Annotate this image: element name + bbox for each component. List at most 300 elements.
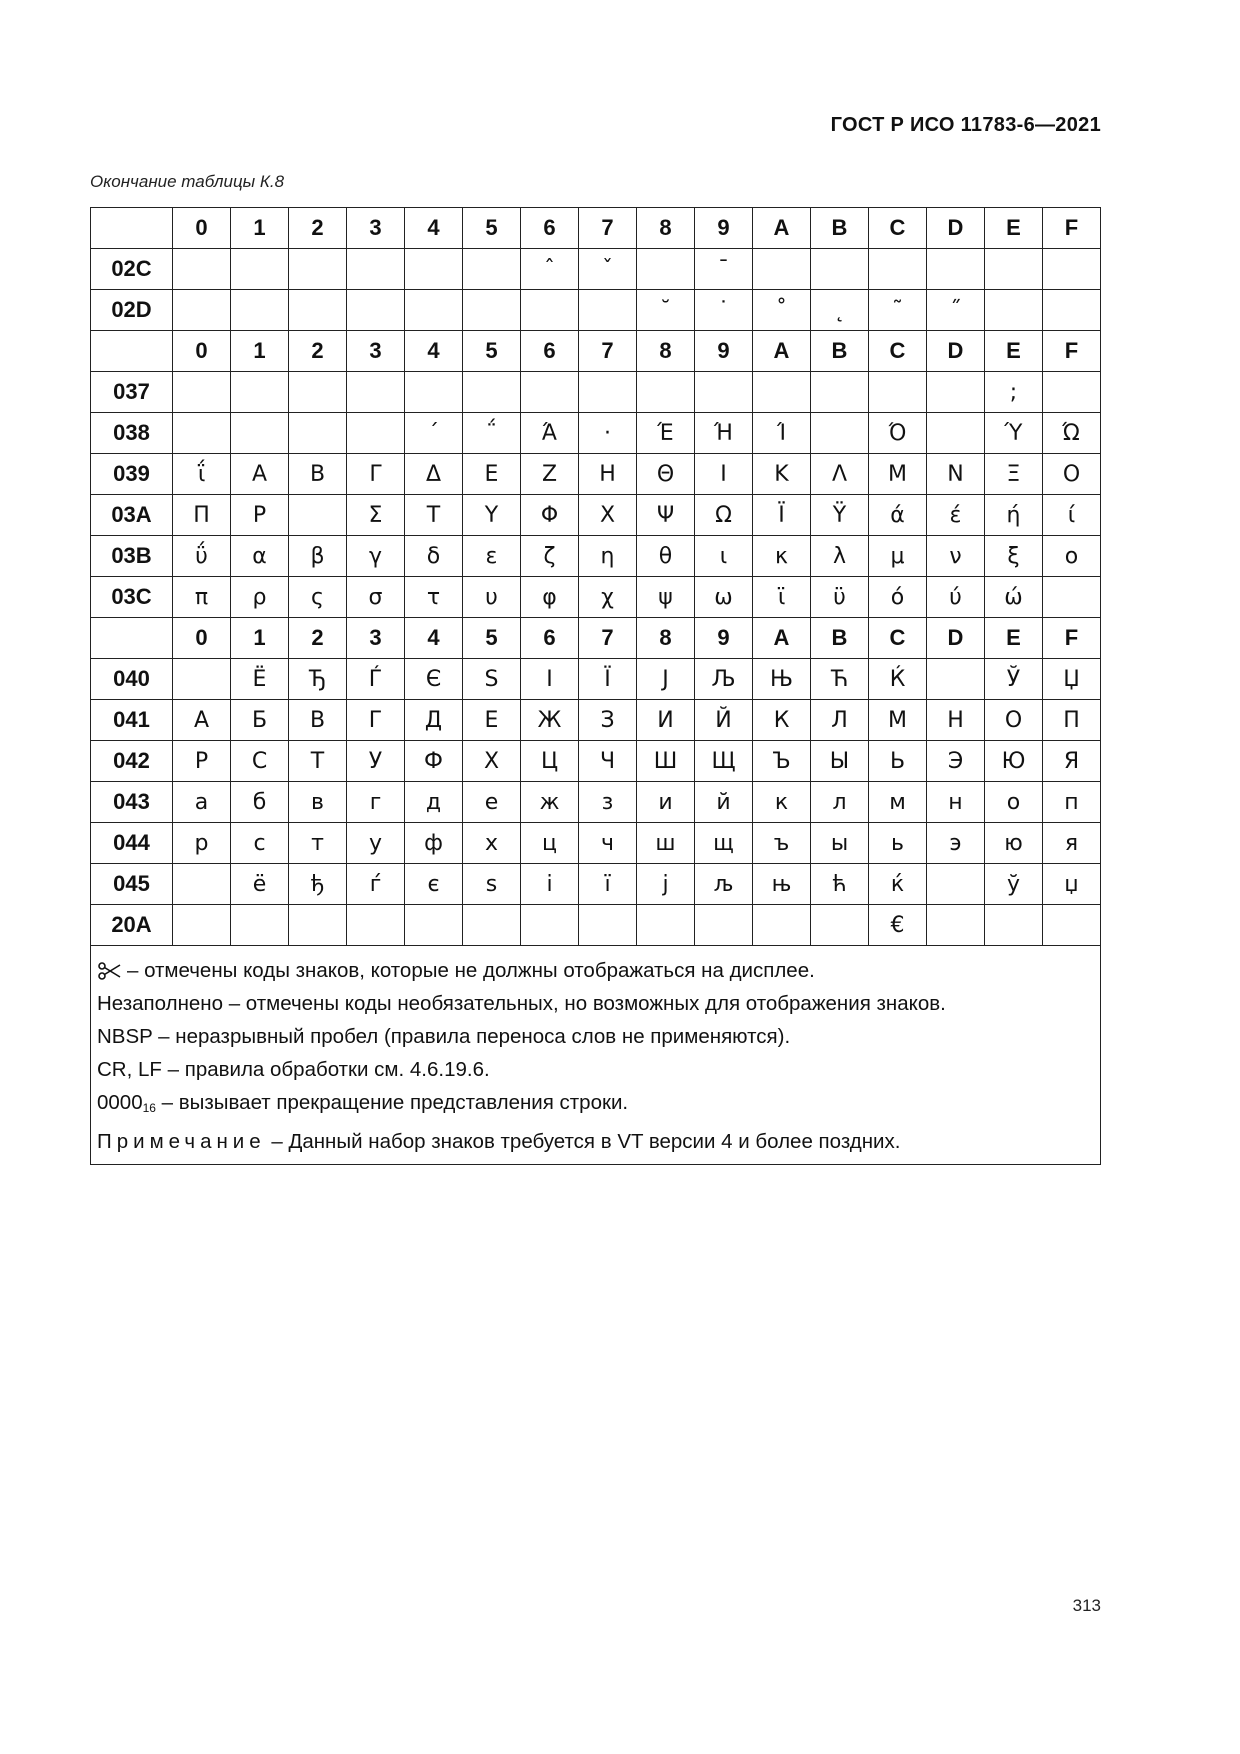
char-cell: и bbox=[637, 782, 695, 823]
char-cell bbox=[289, 495, 347, 536]
row-label: 02D bbox=[91, 290, 173, 331]
column-header: 3 bbox=[347, 208, 405, 249]
char-cell bbox=[173, 372, 231, 413]
char-cell: Κ bbox=[753, 454, 811, 495]
char-cell bbox=[811, 249, 869, 290]
table-row bbox=[91, 905, 1101, 946]
char-cell: т bbox=[289, 823, 347, 864]
char-cell: Ж bbox=[521, 700, 579, 741]
char-cell: ц bbox=[521, 823, 579, 864]
char-cell: ύ bbox=[927, 577, 985, 618]
row-label: 038 bbox=[91, 413, 173, 454]
column-header: 7 bbox=[579, 208, 637, 249]
column-header: 9 bbox=[695, 331, 753, 372]
char-cell: λ bbox=[811, 536, 869, 577]
char-cell: π bbox=[173, 577, 231, 618]
char-cell bbox=[579, 905, 637, 946]
table-row bbox=[91, 782, 1101, 823]
char-cell: Ъ bbox=[753, 741, 811, 782]
char-cell: л bbox=[811, 782, 869, 823]
column-header: 6 bbox=[521, 208, 579, 249]
char-cell: ή bbox=[985, 495, 1043, 536]
char-cell: Б bbox=[231, 700, 289, 741]
char-cell bbox=[985, 905, 1043, 946]
char-cell: χ bbox=[579, 577, 637, 618]
char-cell: ˜ bbox=[869, 290, 927, 331]
char-cell: к bbox=[753, 782, 811, 823]
char-cell: η bbox=[579, 536, 637, 577]
char-cell bbox=[289, 413, 347, 454]
note-unfilled: Незаполнено – отмечены коды необязательных, но возможных для отображения знаков. bbox=[97, 992, 946, 1015]
note-nbsp: NBSP – неразрывный пробел (правила переноса слов не применяются). bbox=[97, 1025, 791, 1048]
char-cell: Θ bbox=[637, 454, 695, 495]
char-cell: Ѓ bbox=[347, 659, 405, 700]
char-cell bbox=[985, 290, 1043, 331]
row-label: 03C bbox=[91, 577, 173, 618]
char-cell: ϊ bbox=[753, 577, 811, 618]
column-header: 5 bbox=[463, 208, 521, 249]
char-cell bbox=[1043, 905, 1101, 946]
char-cell bbox=[463, 905, 521, 946]
char-cell bbox=[1043, 249, 1101, 290]
char-cell: Φ bbox=[521, 495, 579, 536]
column-header: 2 bbox=[289, 618, 347, 659]
column-header: F bbox=[1043, 618, 1101, 659]
char-cell: ђ bbox=[289, 864, 347, 905]
char-cell bbox=[347, 290, 405, 331]
char-cell bbox=[173, 249, 231, 290]
char-cell bbox=[405, 372, 463, 413]
table-row bbox=[91, 864, 1101, 905]
char-cell bbox=[521, 372, 579, 413]
column-header: F bbox=[1043, 208, 1101, 249]
char-cell: Λ bbox=[811, 454, 869, 495]
page-number: 313 bbox=[1072, 1596, 1101, 1615]
char-cell: Я bbox=[1043, 741, 1101, 782]
column-header: 6 bbox=[521, 618, 579, 659]
column-header: 4 bbox=[405, 331, 463, 372]
column-header: A bbox=[753, 618, 811, 659]
char-cell: ώ bbox=[985, 577, 1043, 618]
char-cell: ρ bbox=[231, 577, 289, 618]
table-caption: Окончание таблицы К.8 bbox=[90, 172, 285, 191]
column-header: 5 bbox=[463, 331, 521, 372]
table-row bbox=[91, 741, 1101, 782]
column-header: 8 bbox=[637, 331, 695, 372]
char-cell bbox=[347, 249, 405, 290]
char-cell: х bbox=[463, 823, 521, 864]
char-cell bbox=[927, 659, 985, 700]
char-cell: Љ bbox=[695, 659, 753, 700]
char-cell: ι bbox=[695, 536, 753, 577]
char-cell bbox=[579, 290, 637, 331]
char-cell bbox=[927, 413, 985, 454]
character-table bbox=[90, 207, 1101, 946]
char-cell: Ф bbox=[405, 741, 463, 782]
char-cell: έ bbox=[927, 495, 985, 536]
char-cell: Ц bbox=[521, 741, 579, 782]
char-cell bbox=[347, 372, 405, 413]
char-cell: Г bbox=[347, 700, 405, 741]
table-row bbox=[91, 454, 1101, 495]
char-cell bbox=[289, 372, 347, 413]
char-cell bbox=[405, 905, 463, 946]
char-cell: Β bbox=[289, 454, 347, 495]
char-cell: ю bbox=[985, 823, 1043, 864]
column-header: A bbox=[753, 331, 811, 372]
char-cell: Ћ bbox=[811, 659, 869, 700]
char-cell: Ϊ bbox=[753, 495, 811, 536]
char-cell: Ά bbox=[521, 413, 579, 454]
column-header-row bbox=[91, 331, 1101, 372]
char-cell: і bbox=[521, 864, 579, 905]
char-cell: Р bbox=[173, 741, 231, 782]
char-cell: Τ bbox=[405, 495, 463, 536]
char-cell: ˉ bbox=[695, 249, 753, 290]
char-cell: σ bbox=[347, 577, 405, 618]
char-cell: Є bbox=[405, 659, 463, 700]
char-cell: Ρ bbox=[231, 495, 289, 536]
char-cell: Η bbox=[579, 454, 637, 495]
char-cell bbox=[637, 905, 695, 946]
char-cell: п bbox=[1043, 782, 1101, 823]
table-row bbox=[91, 536, 1101, 577]
column-header: D bbox=[927, 208, 985, 249]
char-cell: э bbox=[927, 823, 985, 864]
row-label: 044 bbox=[91, 823, 173, 864]
row-label: 03B bbox=[91, 536, 173, 577]
row-label: 045 bbox=[91, 864, 173, 905]
char-cell: Ш bbox=[637, 741, 695, 782]
char-cell: Ή bbox=[695, 413, 753, 454]
char-cell: ъ bbox=[753, 823, 811, 864]
char-cell: ˘ bbox=[637, 290, 695, 331]
table-row bbox=[91, 372, 1101, 413]
table-row bbox=[91, 290, 1101, 331]
row-label: 03A bbox=[91, 495, 173, 536]
note-label: Примечание bbox=[97, 1130, 266, 1153]
char-cell: Ё bbox=[231, 659, 289, 700]
char-cell: І bbox=[521, 659, 579, 700]
char-cell: Ќ bbox=[869, 659, 927, 700]
char-cell bbox=[521, 905, 579, 946]
char-cell bbox=[753, 905, 811, 946]
char-cell: θ bbox=[637, 536, 695, 577]
char-cell: ш bbox=[637, 823, 695, 864]
char-cell: Э bbox=[927, 741, 985, 782]
column-header: F bbox=[1043, 331, 1101, 372]
char-cell bbox=[811, 905, 869, 946]
char-cell: ё bbox=[231, 864, 289, 905]
char-cell: Н bbox=[927, 700, 985, 741]
char-cell bbox=[231, 372, 289, 413]
corner-cell bbox=[91, 331, 173, 372]
char-cell: ˝ bbox=[927, 290, 985, 331]
char-cell: Х bbox=[463, 741, 521, 782]
char-cell: А bbox=[173, 700, 231, 741]
note-remark: Примечание – Данный набор знаков требуется в VT версии 4 и более поздних. bbox=[97, 1130, 901, 1153]
char-cell: С bbox=[231, 741, 289, 782]
char-cell: φ bbox=[521, 577, 579, 618]
column-header: 7 bbox=[579, 618, 637, 659]
char-cell: Њ bbox=[753, 659, 811, 700]
table-row bbox=[91, 249, 1101, 290]
column-header: 4 bbox=[405, 208, 463, 249]
column-header: 7 bbox=[579, 331, 637, 372]
char-cell: ο bbox=[1043, 536, 1101, 577]
row-label: 039 bbox=[91, 454, 173, 495]
char-cell bbox=[1043, 577, 1101, 618]
char-cell: β bbox=[289, 536, 347, 577]
column-header: 1 bbox=[231, 618, 289, 659]
column-header-row bbox=[91, 618, 1101, 659]
char-cell: б bbox=[231, 782, 289, 823]
char-cell: ˚ bbox=[753, 290, 811, 331]
char-cell: џ bbox=[1043, 864, 1101, 905]
char-cell: ў bbox=[985, 864, 1043, 905]
char-cell: р bbox=[173, 823, 231, 864]
char-cell: ε bbox=[463, 536, 521, 577]
char-cell: я bbox=[1043, 823, 1101, 864]
char-cell bbox=[579, 372, 637, 413]
char-cell bbox=[347, 905, 405, 946]
column-header: 2 bbox=[289, 331, 347, 372]
char-cell bbox=[869, 372, 927, 413]
column-header: D bbox=[927, 618, 985, 659]
char-cell bbox=[811, 372, 869, 413]
table-notes bbox=[90, 946, 1101, 1165]
char-cell bbox=[985, 249, 1043, 290]
column-header: B bbox=[811, 331, 869, 372]
char-cell: ф bbox=[405, 823, 463, 864]
char-cell: Ў bbox=[985, 659, 1043, 700]
table-row bbox=[91, 495, 1101, 536]
table-row bbox=[91, 823, 1101, 864]
row-label: 040 bbox=[91, 659, 173, 700]
char-cell: Ы bbox=[811, 741, 869, 782]
column-header: 4 bbox=[405, 618, 463, 659]
char-cell: н bbox=[927, 782, 985, 823]
char-cell: Μ bbox=[869, 454, 927, 495]
char-cell: ς bbox=[289, 577, 347, 618]
char-cell: ψ bbox=[637, 577, 695, 618]
char-cell: З bbox=[579, 700, 637, 741]
char-cell: М bbox=[869, 700, 927, 741]
char-cell bbox=[927, 905, 985, 946]
char-cell bbox=[173, 659, 231, 700]
char-cell: ξ bbox=[985, 536, 1043, 577]
char-cell: δ bbox=[405, 536, 463, 577]
note-code-0000: $0000_{16}$ – вызывает прекращение представления строки. bbox=[97, 1091, 629, 1115]
char-cell bbox=[405, 249, 463, 290]
char-cell: υ bbox=[463, 577, 521, 618]
char-cell: њ bbox=[753, 864, 811, 905]
column-header: D bbox=[927, 331, 985, 372]
char-cell: щ bbox=[695, 823, 753, 864]
char-cell: € bbox=[869, 905, 927, 946]
char-cell bbox=[521, 290, 579, 331]
char-cell: ˛ bbox=[811, 290, 869, 331]
char-cell: Υ bbox=[463, 495, 521, 536]
column-header: 3 bbox=[347, 331, 405, 372]
char-cell: В bbox=[289, 700, 347, 741]
char-cell: Ό bbox=[869, 413, 927, 454]
char-cell: Ι bbox=[695, 454, 753, 495]
char-cell: у bbox=[347, 823, 405, 864]
column-header: 0 bbox=[173, 208, 231, 249]
char-cell: Ί bbox=[753, 413, 811, 454]
char-cell: Ϋ bbox=[811, 495, 869, 536]
char-cell: И bbox=[637, 700, 695, 741]
char-cell: й bbox=[695, 782, 753, 823]
char-cell bbox=[927, 372, 985, 413]
char-cell: Α bbox=[231, 454, 289, 495]
char-cell: τ bbox=[405, 577, 463, 618]
char-cell: о bbox=[985, 782, 1043, 823]
char-cell: Е bbox=[463, 700, 521, 741]
char-cell bbox=[695, 372, 753, 413]
char-cell: α bbox=[231, 536, 289, 577]
char-cell: Ύ bbox=[985, 413, 1043, 454]
char-cell: ч bbox=[579, 823, 637, 864]
column-header: 1 bbox=[231, 331, 289, 372]
char-cell: ќ bbox=[869, 864, 927, 905]
column-header-row bbox=[91, 208, 1101, 249]
column-header: 8 bbox=[637, 208, 695, 249]
column-header: 3 bbox=[347, 618, 405, 659]
char-cell bbox=[173, 413, 231, 454]
row-label: 20A bbox=[91, 905, 173, 946]
corner-cell bbox=[91, 618, 173, 659]
char-cell: ї bbox=[579, 864, 637, 905]
char-cell: γ bbox=[347, 536, 405, 577]
char-cell: ј bbox=[637, 864, 695, 905]
table-row bbox=[91, 413, 1101, 454]
row-label: 037 bbox=[91, 372, 173, 413]
char-cell bbox=[1043, 372, 1101, 413]
column-header: 5 bbox=[463, 618, 521, 659]
column-header: C bbox=[869, 618, 927, 659]
char-cell bbox=[231, 249, 289, 290]
char-cell: с bbox=[231, 823, 289, 864]
char-cell: ΰ bbox=[173, 536, 231, 577]
char-cell: Ν bbox=[927, 454, 985, 495]
column-header: 9 bbox=[695, 618, 753, 659]
table-row bbox=[91, 577, 1101, 618]
char-cell bbox=[463, 372, 521, 413]
char-cell: а bbox=[173, 782, 231, 823]
char-cell: в bbox=[289, 782, 347, 823]
char-cell: О bbox=[985, 700, 1043, 741]
char-cell: Σ bbox=[347, 495, 405, 536]
char-cell: Π bbox=[173, 495, 231, 536]
column-header: 2 bbox=[289, 208, 347, 249]
char-cell bbox=[289, 290, 347, 331]
column-header: 0 bbox=[173, 618, 231, 659]
char-cell bbox=[869, 249, 927, 290]
char-cell: Џ bbox=[1043, 659, 1101, 700]
row-label: 041 bbox=[91, 700, 173, 741]
char-cell: Ψ bbox=[637, 495, 695, 536]
char-cell: ω bbox=[695, 577, 753, 618]
column-header: C bbox=[869, 331, 927, 372]
char-cell bbox=[347, 413, 405, 454]
char-cell: Ε bbox=[463, 454, 521, 495]
char-cell: Γ bbox=[347, 454, 405, 495]
char-cell bbox=[463, 290, 521, 331]
char-cell: ; bbox=[985, 372, 1043, 413]
char-cell: Ώ bbox=[1043, 413, 1101, 454]
char-cell: д bbox=[405, 782, 463, 823]
char-cell bbox=[173, 290, 231, 331]
column-header: B bbox=[811, 618, 869, 659]
char-cell: ˆ bbox=[521, 249, 579, 290]
column-header: 9 bbox=[695, 208, 753, 249]
char-cell: Ξ bbox=[985, 454, 1043, 495]
row-label: 043 bbox=[91, 782, 173, 823]
note-scissors: – отмечены коды знаков, которые не должны отображаться на дисплее. bbox=[97, 954, 1094, 987]
column-header: E bbox=[985, 208, 1043, 249]
char-cell bbox=[927, 864, 985, 905]
row-label: 042 bbox=[91, 741, 173, 782]
column-header: E bbox=[985, 331, 1043, 372]
char-cell: ΅ bbox=[463, 413, 521, 454]
char-cell bbox=[173, 864, 231, 905]
char-cell bbox=[289, 249, 347, 290]
char-cell bbox=[811, 413, 869, 454]
char-cell bbox=[637, 372, 695, 413]
char-cell: μ bbox=[869, 536, 927, 577]
char-cell bbox=[173, 905, 231, 946]
char-cell: Έ bbox=[637, 413, 695, 454]
table-row bbox=[91, 659, 1101, 700]
char-cell: ν bbox=[927, 536, 985, 577]
column-header: 0 bbox=[173, 331, 231, 372]
char-cell: Ђ bbox=[289, 659, 347, 700]
char-cell: ˇ bbox=[579, 249, 637, 290]
column-header: B bbox=[811, 208, 869, 249]
char-cell: П bbox=[1043, 700, 1101, 741]
char-cell: ж bbox=[521, 782, 579, 823]
column-header: 8 bbox=[637, 618, 695, 659]
char-cell: Щ bbox=[695, 741, 753, 782]
column-header: E bbox=[985, 618, 1043, 659]
char-cell bbox=[637, 249, 695, 290]
char-cell: ΐ bbox=[173, 454, 231, 495]
char-cell bbox=[1043, 290, 1101, 331]
column-header: C bbox=[869, 208, 927, 249]
char-cell: Δ bbox=[405, 454, 463, 495]
char-cell: Ї bbox=[579, 659, 637, 700]
char-cell: ί bbox=[1043, 495, 1101, 536]
char-cell: м bbox=[869, 782, 927, 823]
char-cell bbox=[405, 290, 463, 331]
char-cell bbox=[463, 249, 521, 290]
corner-cell bbox=[91, 208, 173, 249]
char-cell: Ѕ bbox=[463, 659, 521, 700]
char-cell bbox=[753, 372, 811, 413]
char-cell bbox=[231, 413, 289, 454]
char-cell: љ bbox=[695, 864, 753, 905]
char-cell: Л bbox=[811, 700, 869, 741]
char-cell bbox=[927, 249, 985, 290]
char-cell: У bbox=[347, 741, 405, 782]
char-cell: Χ bbox=[579, 495, 637, 536]
char-cell: Ω bbox=[695, 495, 753, 536]
char-cell: Ο bbox=[1043, 454, 1101, 495]
char-cell: е bbox=[463, 782, 521, 823]
char-cell bbox=[289, 905, 347, 946]
